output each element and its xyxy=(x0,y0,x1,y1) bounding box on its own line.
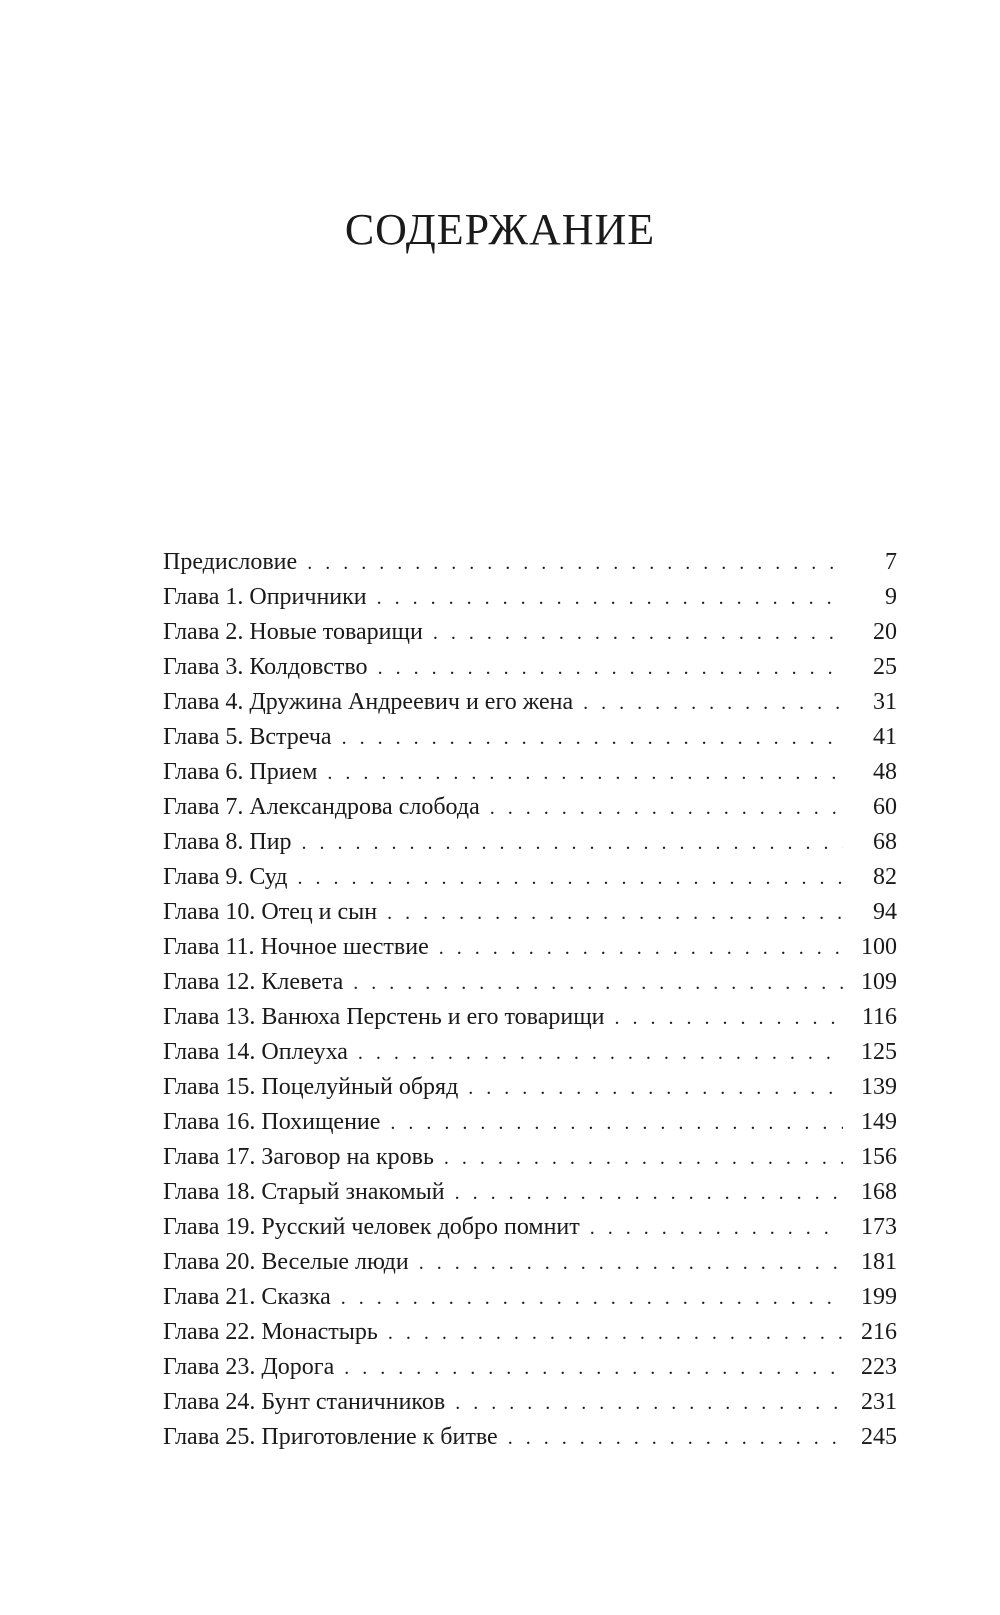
toc-entry-chapter-19 xyxy=(163,1210,897,1245)
toc-entry-chapter-4 xyxy=(163,685,897,720)
toc-entry-chapter-2 xyxy=(163,615,897,650)
toc-entry-label: Глава 15. Поцелуйный обряд xyxy=(163,1074,459,1100)
toc-dot-leader xyxy=(455,1176,843,1211)
toc-entry-label: Предисловие xyxy=(163,549,298,575)
toc-entry-chapter-20 xyxy=(163,1245,897,1280)
toc-entry-label: Глава 2. Новые товарищи xyxy=(163,619,423,645)
toc-dot-leader xyxy=(342,721,843,756)
toc-dot-leader xyxy=(419,1246,843,1281)
toc-entry-page: 125 xyxy=(861,1039,897,1065)
toc-dot-leader xyxy=(344,1351,843,1386)
toc-entry-label: Глава 22. Монастырь xyxy=(163,1319,378,1345)
toc-entry-label: Глава 14. Оплеуха xyxy=(163,1039,348,1065)
table-of-contents xyxy=(163,545,897,1455)
toc-dot-leader xyxy=(390,1106,843,1141)
toc-dot-leader xyxy=(387,896,843,931)
toc-entry-label: Глава 16. Похищение xyxy=(163,1109,381,1135)
toc-entry-label: Глава 18. Старый знакомый xyxy=(163,1179,445,1205)
toc-entry-page: 100 xyxy=(861,934,897,960)
toc-entry-page: 94 xyxy=(873,899,897,925)
toc-entry-page: 223 xyxy=(861,1354,897,1380)
toc-entry-page: 82 xyxy=(873,864,897,890)
toc-entry-page: 41 xyxy=(873,724,897,750)
toc-entry-preface xyxy=(163,545,897,580)
toc-entry-page: 149 xyxy=(861,1109,897,1135)
toc-entry-page: 168 xyxy=(861,1179,897,1205)
toc-entry-page: 216 xyxy=(861,1319,897,1345)
toc-dot-leader xyxy=(307,546,843,581)
toc-entry-chapter-7 xyxy=(163,790,897,825)
toc-entry-chapter-15 xyxy=(163,1070,897,1105)
toc-entry-page: 173 xyxy=(861,1214,897,1240)
toc-dot-leader xyxy=(433,616,843,651)
toc-entry-label: Глава 17. Заговор на кровь xyxy=(163,1144,434,1170)
toc-dot-leader xyxy=(583,686,843,721)
toc-dot-leader xyxy=(353,966,843,1001)
toc-entry-label: Глава 9. Суд xyxy=(163,864,288,890)
toc-dot-leader xyxy=(615,1001,843,1036)
toc-dot-leader xyxy=(468,1071,843,1106)
toc-entry-chapter-9 xyxy=(163,860,897,895)
toc-entry-chapter-24 xyxy=(163,1385,897,1420)
toc-entry-page: 68 xyxy=(873,829,897,855)
page-title: СОДЕРЖАНИЕ xyxy=(344,205,656,254)
toc-dot-leader xyxy=(327,756,843,791)
toc-entry-label: Глава 6. Прием xyxy=(163,759,318,785)
toc-entry-page: 31 xyxy=(873,689,897,715)
toc-entry-label: Глава 4. Дружина Андреевич и его жена xyxy=(163,689,574,715)
toc-entry-page: 25 xyxy=(873,654,897,680)
toc-dot-leader xyxy=(439,931,843,966)
toc-entry-chapter-10 xyxy=(163,895,897,930)
toc-dot-leader xyxy=(341,1281,843,1316)
toc-entry-label: Глава 20. Веселые люди xyxy=(163,1249,409,1275)
toc-entry-chapter-1 xyxy=(163,580,897,615)
toc-entry-label: Глава 24. Бунт станичников xyxy=(163,1389,446,1415)
toc-entry-label: Глава 8. Пир xyxy=(163,829,292,855)
toc-entry-label: Глава 21. Сказка xyxy=(163,1284,331,1310)
toc-entry-page: 231 xyxy=(861,1389,897,1415)
toc-entry-label: Глава 7. Александрова слобода xyxy=(163,794,480,820)
toc-entry-chapter-12 xyxy=(163,965,897,1000)
toc-dot-leader xyxy=(297,861,843,896)
toc-entry-label: Глава 23. Дорога xyxy=(163,1354,335,1380)
toc-entry-chapter-16 xyxy=(163,1105,897,1140)
toc-dot-leader xyxy=(444,1141,843,1176)
toc-dot-leader xyxy=(508,1421,843,1456)
toc-entry-page: 116 xyxy=(861,1004,897,1030)
toc-entry-label: Глава 11. Ночное шествие xyxy=(163,934,429,960)
toc-entry-label: Глава 13. Ванюха Перстень и его товарищи xyxy=(163,1004,605,1030)
toc-entry-chapter-6 xyxy=(163,755,897,790)
toc-entry-chapter-13 xyxy=(163,1000,897,1035)
toc-entry-chapter-18 xyxy=(163,1175,897,1210)
toc-entry-chapter-11 xyxy=(163,930,897,965)
toc-entry-label: Глава 25. Приготовление к битве xyxy=(163,1424,498,1450)
toc-entry-chapter-14 xyxy=(163,1035,897,1070)
toc-entry-page: 20 xyxy=(873,619,897,645)
toc-entry-chapter-17 xyxy=(163,1140,897,1175)
toc-entry-page: 60 xyxy=(873,794,897,820)
toc-dot-leader xyxy=(455,1386,843,1421)
toc-entry-chapter-21 xyxy=(163,1280,897,1315)
toc-entry-chapter-22 xyxy=(163,1315,897,1350)
toc-entry-label: Глава 3. Колдовство xyxy=(163,654,368,680)
toc-entry-chapter-5 xyxy=(163,720,897,755)
toc-entry-label: Глава 12. Клевета xyxy=(163,969,344,995)
toc-entry-label: Глава 5. Встреча xyxy=(163,724,332,750)
toc-entry-page: 9 xyxy=(885,584,897,610)
toc-entry-page: 7 xyxy=(885,549,897,575)
toc-dot-leader xyxy=(388,1316,843,1351)
toc-entry-chapter-3 xyxy=(163,650,897,685)
toc-entry-chapter-8 xyxy=(163,825,897,860)
toc-entry-page: 48 xyxy=(873,759,897,785)
toc-entry-chapter-23 xyxy=(163,1350,897,1385)
toc-entry-chapter-25 xyxy=(163,1420,897,1455)
toc-entry-page: 156 xyxy=(861,1144,897,1170)
toc-entry-page: 181 xyxy=(861,1249,897,1275)
toc-dot-leader xyxy=(377,581,843,616)
toc-entry-page: 199 xyxy=(861,1284,897,1310)
toc-dot-leader xyxy=(490,791,843,826)
toc-entry-page: 139 xyxy=(861,1074,897,1100)
toc-entry-label: Глава 1. Опричники xyxy=(163,584,367,610)
toc-entry-page: 109 xyxy=(861,969,897,995)
toc-dot-leader xyxy=(378,651,843,686)
toc-dot-leader xyxy=(358,1036,843,1071)
toc-entry-label: Глава 10. Отец и сын xyxy=(163,899,378,925)
toc-dot-leader xyxy=(590,1211,843,1246)
toc-dot-leader xyxy=(302,826,843,861)
toc-entry-page: 245 xyxy=(861,1424,897,1450)
toc-entry-label: Глава 19. Русский человек добро помнит xyxy=(163,1214,580,1240)
